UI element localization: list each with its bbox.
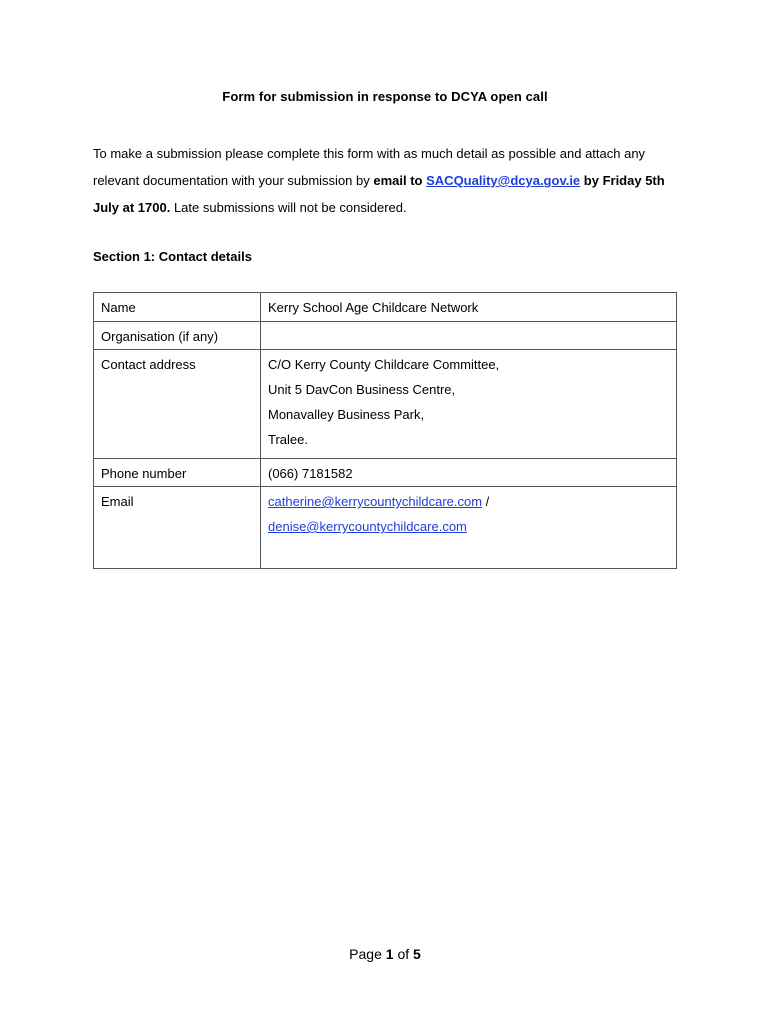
page-word: Page — [349, 946, 386, 962]
organisation-label: Organisation (if any) — [94, 322, 261, 350]
address-line: Tralee. — [268, 432, 308, 447]
submission-email-link[interactable]: SACQuality@dcya.gov.ie — [426, 173, 581, 188]
page-footer — [0, 946, 770, 962]
table-row — [94, 487, 677, 569]
section-heading: Section 1: Contact details — [93, 249, 252, 264]
email-label: Email — [94, 487, 261, 569]
intro-bold-1: email to — [373, 173, 427, 188]
catherine-email-link[interactable]: catherine@kerrycountychildcare.com — [268, 494, 483, 509]
table-row — [94, 293, 677, 322]
denise-email-link[interactable]: denise@kerrycountychildcare.com — [268, 519, 467, 534]
email-value — [261, 487, 677, 569]
address-line: Monavalley Business Park, — [268, 407, 425, 422]
address-line: C/O Kerry County Childcare Committee, — [268, 357, 500, 372]
contact-details-table — [93, 292, 677, 569]
address-line: Unit 5 DavCon Business Centre, — [268, 382, 456, 397]
name-value: Kerry School Age Childcare Network — [261, 293, 677, 322]
contact-address-value — [261, 350, 677, 459]
intro-paragraph — [93, 140, 693, 221]
of-word: of — [393, 946, 414, 962]
intro-bold-2: by Friday 5th July at 1700. — [93, 173, 665, 215]
intro-text-2: Late submissions will not be considered. — [170, 200, 407, 215]
email-separator: / — [482, 494, 490, 509]
table-row — [94, 322, 677, 350]
name-label: Name — [94, 293, 261, 322]
phone-value: (066) 7181582 — [261, 459, 677, 487]
intro-text-1: To make a submission please complete this form with as much detail as possible and attach any relevant documentation with your submission by — [93, 146, 646, 188]
current-page: 1 — [385, 946, 394, 962]
contact-address-label: Contact address — [94, 350, 261, 459]
form-title: Form for submission in response to DCYA open call — [222, 89, 548, 104]
total-pages: 5 — [413, 946, 421, 962]
table-row — [94, 350, 677, 459]
phone-label: Phone number — [94, 459, 261, 487]
organisation-value — [261, 322, 677, 350]
table-row — [94, 459, 677, 487]
